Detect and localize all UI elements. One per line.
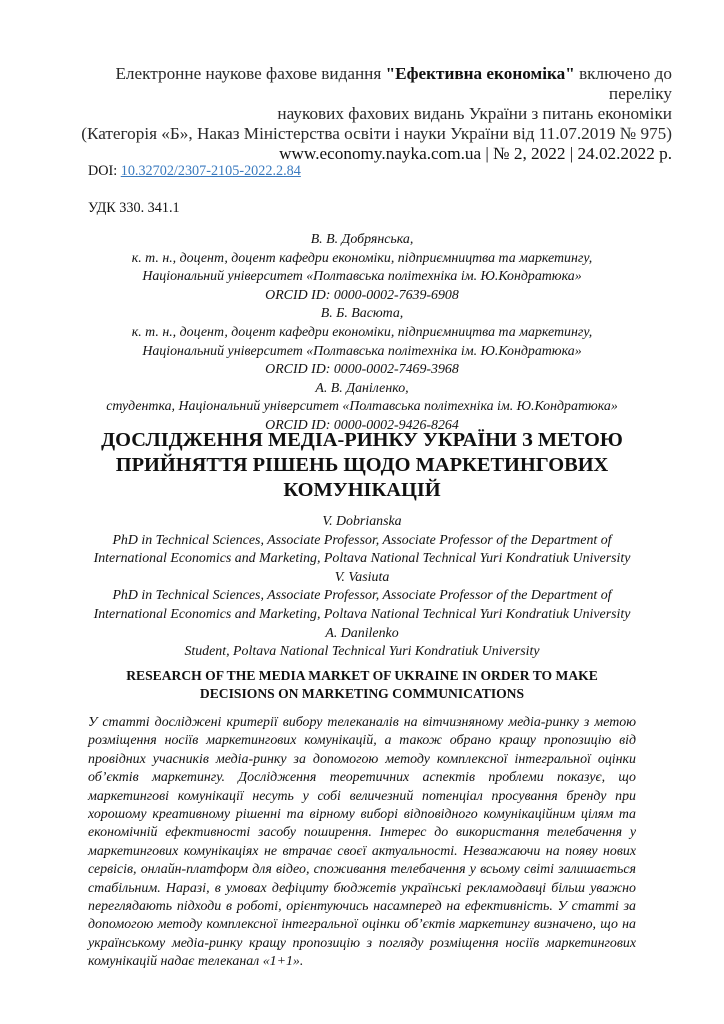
author-line: к. т. н., доцент, доцент кафедри економіки, підприємництва та маркетингу, — [131, 324, 593, 340]
author-line: V. Dobrianska — [322, 514, 402, 529]
title-line: ПРИЙНЯТТЯ РІШЕНЬ ЩОДО МАРКЕТИНГОВИХ — [115, 454, 609, 476]
header-line-2: наукових фахових видань України з питань економіки — [277, 104, 672, 123]
title-line: DECISIONS ON MARKETING COMMUNICATIONS — [199, 685, 525, 701]
author-line: PhD in Technical Sciences, Associate Professor, Associate Professor of the Department of — [112, 532, 612, 548]
author-line: Національний університет «Полтавська політехніка ім. Ю.Кондратюка» — [142, 269, 582, 285]
author-line: PhD in Technical Sciences, Associate Professor, Associate Professor of the Department of — [112, 588, 612, 604]
author-line: ORCID ID: 0000-0002-9426-8264 — [265, 417, 459, 433]
author-line: Національний університет «Полтавська політехніка ім. Ю.Кондратюка» — [142, 343, 582, 359]
article-title-english — [80, 667, 644, 702]
author-line: ORCID ID: 0000-0002-7639-6908 — [265, 287, 459, 303]
doi-label: DOI: — [88, 163, 121, 179]
author-line: студентка, Національний університет «Полтавська політехніка ім. Ю.Кондратюка» — [106, 399, 618, 415]
author-line: А. В. Даніленко, — [315, 380, 409, 396]
header-text: включено до переліку — [574, 64, 672, 103]
header-line-3: (Категорія «Б», Наказ Міністерства освіти і науки України від 11.07.2019 № 975) — [81, 124, 672, 143]
journal-header — [72, 64, 672, 164]
abstract-ukrainian: У статті досліджені критерії вибору телеканалів на вітчизняному медіа-ринку з метою розміщення носіїв маркетингових комунікацій, а також обрано кращу пропозицію від провідних учасників медіа-ринку за допомогою методу комплексної інтегральної оцінки об’єктів маркетингу. Дослідження теоретичних аспектів проблеми показує, що маркетингові комунікації несуть у собі величезний потенціал просування бренду при хорошому креативному рішенні та вірному виборі відповідного комунікаційним цілям та економічній ефективності засобу поширення. Інтерес до використання телебачення у маркетингових комунікаціях не втрачає своєї актуальності. Незважаючи на появу нових сервісів, онлайн-платформ для відео, споживання телебачення у всьому світі залишається стабільним. Наразі, в умовах дефіциту бюджетів українські рекламодавці більш уважно переглядають підходи в роботі, орієнтуючись насамперед на ефективність. У статті за допомогою методу комплексної інтегральної оцінки об’єктів маркетингу визначено, що на українському медіа-ринку кращу пропозицію з погляду розміщення носіїв маркетингових комунікацій надає телеканал «1+1». — [88, 715, 636, 970]
authors-english — [60, 513, 664, 662]
author-line: ORCID ID: 0000-0002-7469-3968 — [265, 362, 459, 378]
author-line: International Economics and Marketing, Poltava National Technical Yuri Kondratiuk University — [93, 606, 631, 622]
doi-link[interactable]: 10.32702/2307-2105-2022.2.84 — [120, 163, 301, 179]
header-text: Електронне наукове фахове видання — [115, 64, 386, 83]
author-line: В. В. Добрянська, — [310, 232, 414, 247]
author-line: к. т. н., доцент, доцент кафедри економіки, підприємництва та маркетингу, — [131, 250, 593, 266]
authors-ukrainian — [60, 231, 664, 436]
udc-code: УДК 330. 341.1 — [88, 200, 180, 216]
header-line-1 — [72, 64, 672, 104]
title-line: RESEARCH OF THE MEDIA MARKET OF UKRAINE IN ORDER TO MAKE — [126, 668, 598, 683]
author-line: International Economics and Marketing, Poltava National Technical Yuri Kondratiuk University — [93, 551, 631, 567]
title-line: КОМУНІКАЦІЙ — [283, 479, 441, 501]
header-line-4: www.economy.nayka.com.ua | № 2, 2022 | 24.02.2022 р. — [279, 144, 672, 163]
author-line: A. Danilenko — [325, 625, 399, 641]
author-line: V. Vasiuta — [334, 569, 390, 585]
doi — [88, 163, 301, 180]
article-title-ukrainian — [80, 428, 644, 503]
author-line: В. Б. Васюта, — [320, 306, 404, 322]
title-line: ДОСЛІДЖЕННЯ МЕДІА-РИНКУ УКРАЇНИ З МЕТОЮ — [101, 429, 623, 451]
author-line: Student, Poltava National Technical Yuri Kondratiuk University — [184, 644, 540, 660]
journal-name: "Ефективна економіка" — [385, 64, 575, 83]
